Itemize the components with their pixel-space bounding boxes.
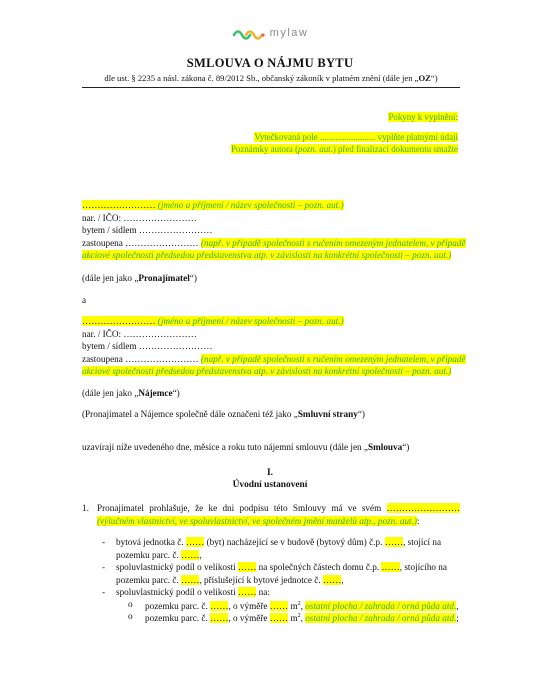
tenant-represented-line: zastoupena …………………… (např. v případě společnosti s ručením omezeným jednatelem, v případě [82, 353, 466, 364]
item-plot-1: pozemku parc. č. ……, o výměře …… $m^2$, ostatní plocha / zahrada / orná půda atd., [145, 601, 459, 612]
circle-bullet: o [128, 611, 133, 621]
circle-bullet: o [128, 599, 133, 609]
landlord-residence-line: bytem / sídlem …………………… [82, 225, 213, 235]
clause-number: 1. [82, 503, 89, 513]
landlord-block [82, 199, 466, 262]
bullet: - [102, 537, 106, 547]
legal-basis: dle ust. § 2235 a násl. zákona č. 89/2012 Sb., občanský zákoník v platném znění (dále jen „OZ“) [82, 72, 460, 88]
section-numeral: I. [267, 468, 273, 478]
tenant-block [82, 315, 466, 378]
item-unit: bytová jednotka č. …… (byt) nacházející se v budově (bytový dům) č.p. ……, stojící na pozemku parc. č. ……, [116, 537, 442, 560]
tenant-name-line: …………………… (jméno a příjmení / název společnosti – pozn. aut.) [82, 316, 344, 326]
instructions-line1: Vytečkovaná pole ......................... vyplňte platnými údaji [254, 132, 458, 142]
item-land-share: spoluvlastnický podíl o velikosti …… na: [116, 587, 270, 597]
logo-text: mylaw [269, 26, 309, 39]
clause-text: Pronajímatel prohlašuje, že ke dni podpisu této Smlouvy má ve svém …………………… (výlučném vlastnictví, ve spoluvlastnictví, ve společném jmění manželů atp., pozn. aut.): [97, 503, 460, 526]
instructions-line2: Poznámky autora (pozn. aut.) před finalizací dokumentu smažte [231, 144, 458, 154]
landlord-id-line: nar. / IČO: …………………… [82, 212, 197, 223]
landlord-alias: (dále jen jako „Pronajímatel“) [82, 273, 197, 283]
mylaw-logo-icon [232, 26, 266, 40]
tenant-id-line: nar. / IČO: …………………… [82, 328, 197, 339]
tenant-represented-note: akciové společnosti předsedou představenstva atp. v závislosti na konkrétní společnosti – pozn. aut.) [82, 366, 452, 376]
landlord-represented-note: akciové společnosti předsedou představenstva atp. v závislosti na konkrétní společnosti – pozn. aut.) [82, 250, 452, 260]
item-share: spoluvlastnický podíl o velikosti …… na společných částech domu č.p. ……, stojícího na pozemku parc. č. ……, příslušející k bytové jednotce č. ……, [116, 562, 447, 585]
conclude-line: uzavírají níže uvedeného dne, měsíce a roku tuto nájemní smlouvu (dále jen „Smlouva“) [82, 442, 410, 452]
bullet: - [102, 562, 106, 572]
tenant-alias: (dále jen jako „Nájemce“) [82, 388, 180, 398]
section-title: Úvodní ustanovení [232, 480, 308, 490]
landlord-name-line: …………………… (jméno a příjmení / název společnosti – pozn. aut.) [82, 200, 344, 210]
tenant-residence-line: bytem / sídlem …………………… [82, 341, 213, 351]
landlord-represented-line: zastoupena …………………… (např. v případě společnosti s ručením omezeným jednatelem, v případě [82, 237, 466, 248]
and-word: a [82, 295, 87, 305]
parties-alias: (Pronajímatel a Nájemce společně dále označeni též jako „Smluvní strany“) [82, 409, 365, 419]
logo [0, 26, 540, 44]
item-plot-2: pozemku parc. č. ……, o výměře …… $m^2$, ostatní plocha / zahrada / orná půda atd.; [145, 613, 459, 624]
instructions-title: Pokyny k vyplnění: [388, 112, 458, 122]
bullet: - [102, 587, 106, 597]
document-title: SMLOUVA O NÁJMU BYTU [186, 56, 354, 70]
